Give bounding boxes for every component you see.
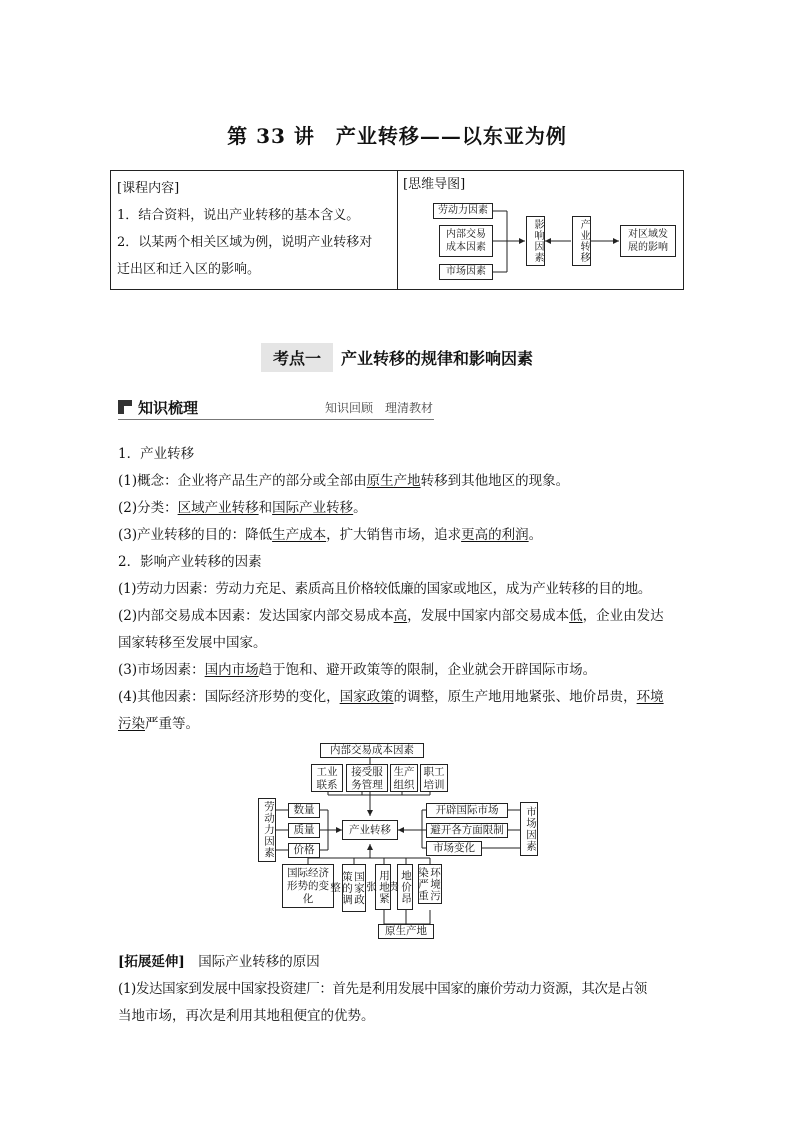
para-market: (3)市场因素：国内市场趋于饱和、避开政策等的限制，企业就会开辟国际市场。 xyxy=(118,662,597,678)
diagram-cost-3: 生产组织 xyxy=(390,764,418,792)
knowledge-rule xyxy=(118,419,434,420)
diagram-cost-2: 接受服务管理 xyxy=(346,764,388,792)
mindmap-transfer: 产业转移 xyxy=(572,216,591,266)
table-divider xyxy=(397,171,398,290)
square-icon-inner xyxy=(124,406,132,414)
course-heading: [课程内容] xyxy=(117,181,180,196)
course-item-2b: 迁出区和迁入区的影响。 xyxy=(117,262,261,277)
diagram-market: 市场因素 xyxy=(520,802,538,856)
mindmap-effect: 对区域发展的影响 xyxy=(620,225,676,257)
para-labor: (1)劳动力因素：劳动力充足、素质高且价格较低廉的国家或地区，成为产业转移的目的地。 xyxy=(118,581,652,597)
kaodian-header xyxy=(0,343,794,372)
mindmap-cost: 内部交易成本因素 xyxy=(439,225,493,257)
knowledge-label: 知识梳理 xyxy=(138,399,199,417)
diagram-other-2: 国家政策的调整 xyxy=(342,864,366,912)
diagram-market-1: 开辟国际市场 xyxy=(426,803,508,818)
extension-heading: [拓展延伸] 国际产业转移的原因 xyxy=(118,954,320,970)
diagram-labor-1: 数量 xyxy=(288,803,320,818)
mindmap-labor: 劳动力因素 xyxy=(433,203,493,219)
diagram-origin: 原生产地 xyxy=(378,924,434,939)
page-title: 第 33 讲 产业转移——以东亚为例 xyxy=(227,124,567,148)
course-item-1: 1．结合资料，说出产业转移的基本含义。 xyxy=(117,208,360,223)
kaodian-title: 产业转移的规律和影响因素 xyxy=(341,349,534,368)
extension-line-2: 当地市场，再次是利用其地租便宜的优势。 xyxy=(118,1008,375,1024)
diagram-other-3: 用地紧张 xyxy=(375,864,391,910)
para-category: (2)分类：区域产业转移和国际产业转移。 xyxy=(118,500,367,516)
section-1-heading: 1．产业转移 xyxy=(118,446,195,462)
kaodian-tag: 考点一 xyxy=(261,343,333,372)
diagram-labor-3: 价格 xyxy=(288,843,320,858)
para-purpose: (3)产业转移的目的：降低生产成本，扩大销售市场，追求更高的利润。 xyxy=(118,527,543,543)
factor-diagram xyxy=(250,740,550,940)
course-content xyxy=(117,175,393,283)
para-cost-2: 国家转移至发展中国家。 xyxy=(118,635,267,651)
diagram-labor: 劳动力因素 xyxy=(258,798,276,862)
para-other: (4)其他因素：国际经济形势的变化，国家政策的调整，原生产地用地紧张、地价昂贵，环境 xyxy=(118,689,664,705)
diagram-other-5: 环境污染严重 xyxy=(418,864,442,904)
diagram-other-1: 国际经济形势的变化 xyxy=(282,864,334,908)
para-other-2: 污染严重等。 xyxy=(118,716,199,732)
knowledge-header xyxy=(118,397,434,421)
course-item-2a: 2．以某两个相关区域为例，说明产业转移对 xyxy=(117,235,373,250)
diagram-cost-title: 内部交易成本因素 xyxy=(320,743,424,758)
diagram-market-2: 避开各方面限制 xyxy=(426,823,508,838)
mindmap-market: 市场因素 xyxy=(439,264,493,280)
para-cost: (2)内部交易成本因素：发达国家内部交易成本高，发展中国家内部交易成本低，企业由发达 xyxy=(118,608,664,624)
extension-line-1: (1)发达国家到发展中国家投资建厂：首先是利用发展中国家的廉价劳动力资源，其次是占领 xyxy=(118,981,647,997)
mindmap-influence: 影响因素 xyxy=(526,216,545,266)
section-2-heading: 2．影响产业转移的因素 xyxy=(118,554,262,570)
knowledge-sub: 知识回顾 理清教材 xyxy=(325,401,434,415)
overview-table xyxy=(110,170,684,290)
mindmap-heading: [思维导图] xyxy=(403,177,466,192)
diagram-other-4: 地价昂贵 xyxy=(397,864,413,910)
diagram-labor-2: 质量 xyxy=(288,823,320,838)
diagram-cost-1: 工业联系 xyxy=(311,764,343,792)
diagram-center: 产业转移 xyxy=(342,820,398,840)
diagram-cost-4: 职工培训 xyxy=(420,764,448,792)
diagram-market-3: 市场变化 xyxy=(426,841,482,856)
para-concept: (1)概念：企业将产品生产的部分或全部由原生产地转移到其他地区的现象。 xyxy=(118,473,570,489)
